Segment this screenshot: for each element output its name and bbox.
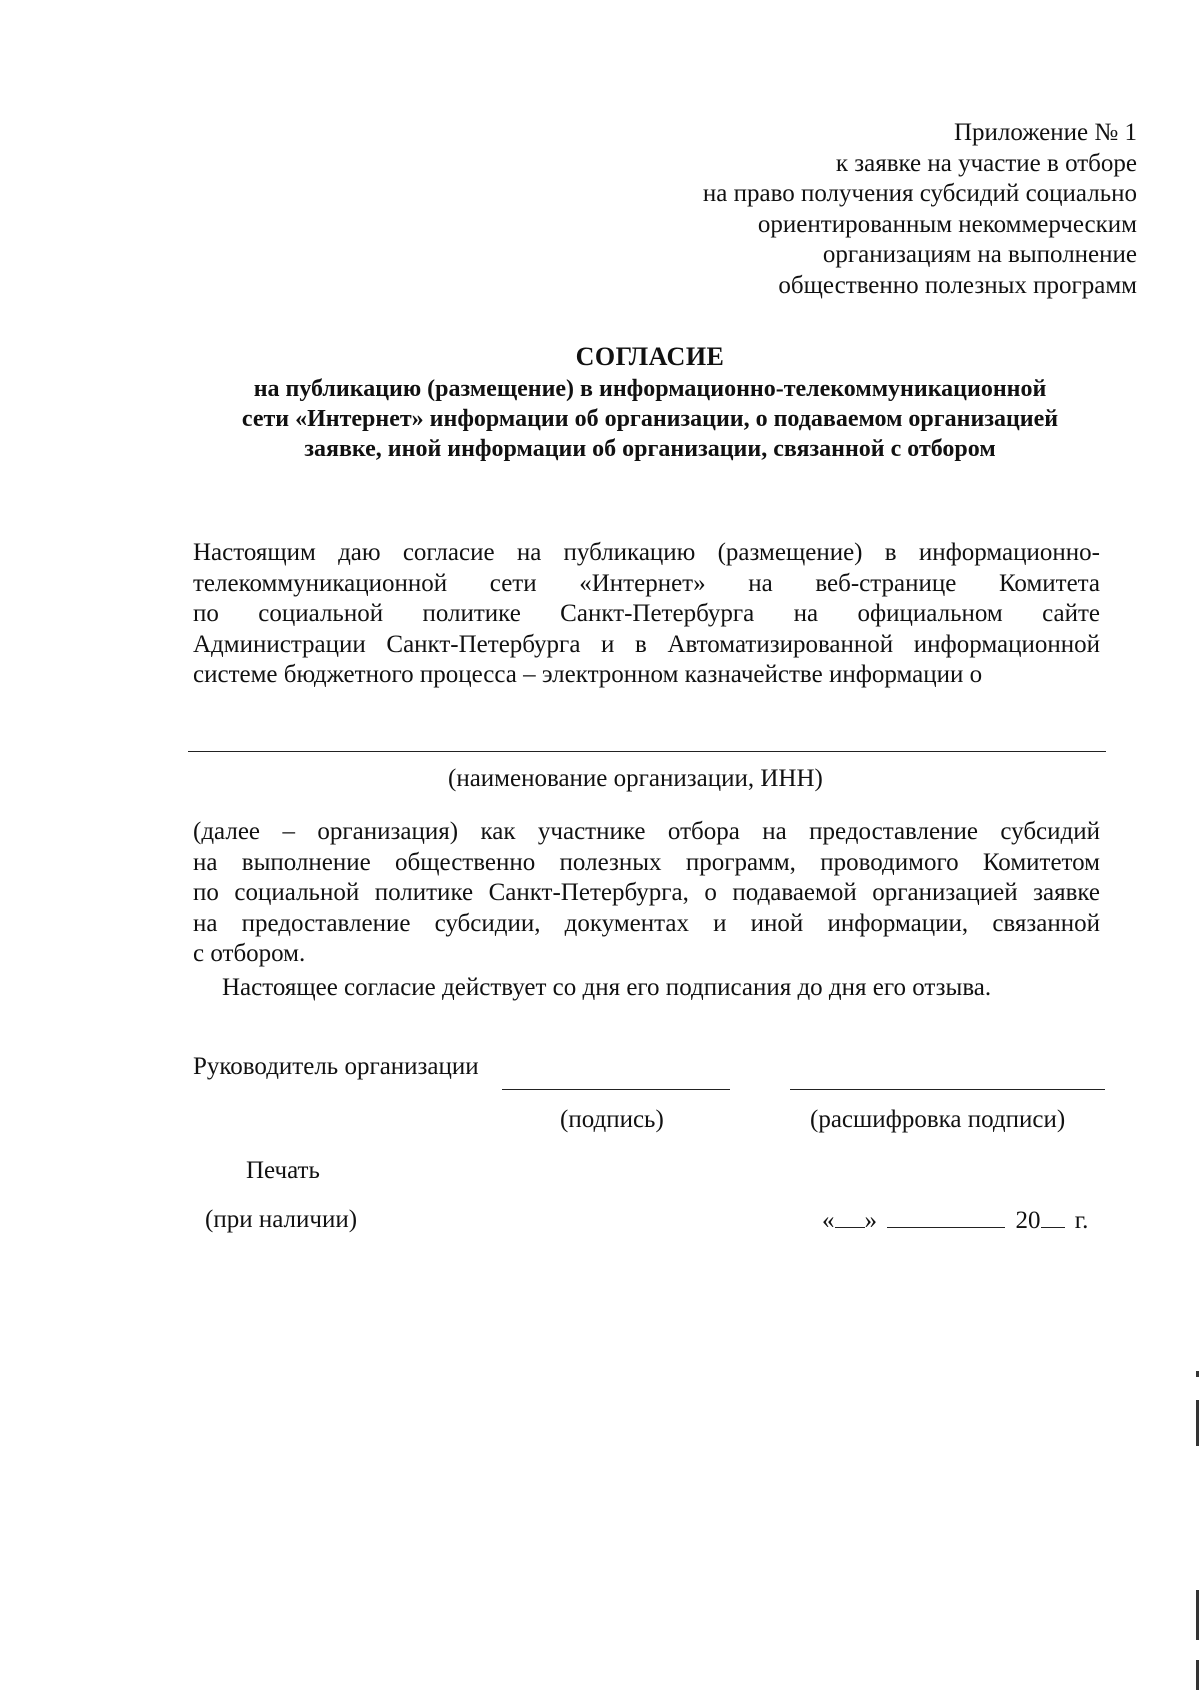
continuation-line: (далее – организация) как участнике отбора на предоставление субсидий <box>193 818 1100 845</box>
appendix-line: ориентированным некоммерческим <box>757 210 1137 238</box>
year-blank[interactable] <box>1041 1205 1065 1228</box>
date-close-quote: » <box>864 1207 877 1234</box>
title-main: СОГЛАСИЕ <box>575 342 725 371</box>
appendix-line: на право получения субсидий социально <box>702 180 1137 208</box>
scan-edge-mark <box>1196 1660 1199 1690</box>
document-title <box>180 340 1120 464</box>
year-prefix: 20 <box>1015 1207 1041 1234</box>
scan-edge-mark <box>1196 1400 1199 1446</box>
appendix-line: к заявке на участие в отборе <box>835 149 1137 177</box>
organization-name-field[interactable] <box>188 751 1106 752</box>
signature-caption: (подпись) <box>560 1106 664 1133</box>
continuation-paragraph <box>193 817 1100 970</box>
title-sub-line: на публикацию (размещение) в информационно-телекоммуникационной <box>253 376 1047 402</box>
continuation-line: с отбором. <box>193 940 306 968</box>
scan-edge-mark <box>1196 1590 1199 1640</box>
year-suffix: г. <box>1074 1207 1089 1234</box>
consent-line: системе бюджетного процесса – электронном казначействе информации о <box>193 661 983 689</box>
date-open-quote: « <box>822 1207 835 1234</box>
day-blank[interactable] <box>835 1205 865 1228</box>
title-sub-line: заявке, иной информации об организации, связанной с отбором <box>304 436 996 462</box>
signature-decoding-caption: (расшифровка подписи) <box>810 1106 1066 1133</box>
consent-line: Настоящим даю согласие на публикацию (размещение) в информационно- <box>193 539 1100 566</box>
stamp-label: Печать <box>246 1157 320 1184</box>
title-sub-line: сети «Интернет» информации об организации, о подаваемом организацией <box>241 406 1059 432</box>
consent-line: телекоммуникационной сети «Интернет» на веб-странице Комитета <box>193 569 1100 597</box>
appendix-line: организациям на выполнение <box>822 241 1137 269</box>
consent-line: Администрации Санкт-Петербурга и в Автоматизированной информационной <box>193 630 1100 658</box>
organization-name-caption: (наименование организации, ИНН) <box>448 765 823 792</box>
stamp-note: (при наличии) <box>205 1206 358 1233</box>
continuation-line: на выполнение общественно полезных программ, проводимого Комитетом <box>193 848 1100 876</box>
continuation-line: на предоставление субсидии, документах и иной информации, связанной <box>193 909 1100 937</box>
month-blank[interactable] <box>887 1205 1005 1228</box>
date-field[interactable] <box>822 1205 1088 1236</box>
continuation-line: по социальной политике Санкт-Петербурга, о подаваемой организацией заявке <box>193 879 1100 907</box>
consent-paragraph <box>193 538 1100 691</box>
appendix-header <box>600 118 1137 302</box>
appendix-line: Приложение № 1 <box>953 119 1137 146</box>
appendix-line: общественно полезных программ <box>778 271 1137 299</box>
head-of-organization-label: Руководитель организации <box>193 1053 479 1080</box>
signature-field[interactable] <box>502 1089 730 1090</box>
validity-text: Настоящее согласие действует со дня его подписания до дня его отзыва. <box>222 974 992 1001</box>
signature-decoding-field[interactable] <box>790 1089 1105 1090</box>
scan-edge-mark <box>1196 1371 1199 1377</box>
consent-line: по социальной политике Санкт-Петербурга на официальном сайте <box>193 600 1100 628</box>
